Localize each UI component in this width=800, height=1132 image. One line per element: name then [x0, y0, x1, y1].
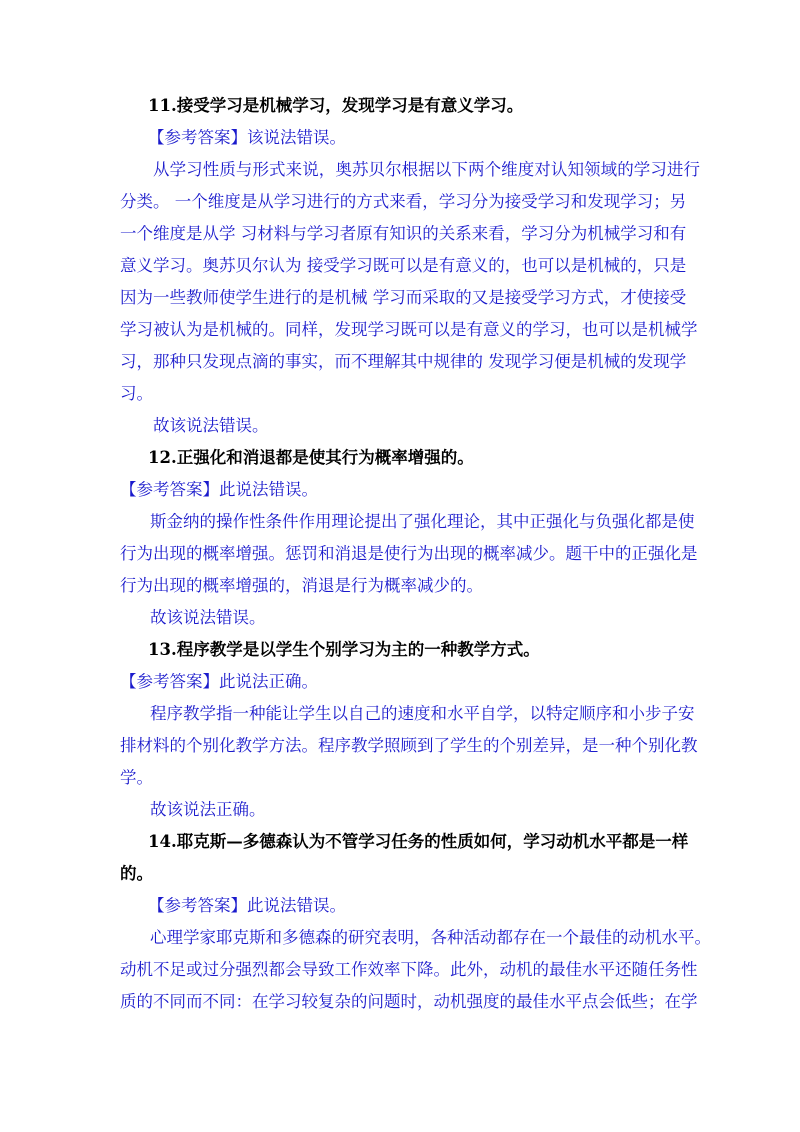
explanation-line: 学。 [120, 768, 153, 787]
explanation-line: 学习被认为是机械的。同样，发现学习既可以是有意义的学习，也可以是机械学 [120, 320, 698, 339]
explanation-line: 斯金纳的操作性条件作用理论提出了强化理论，其中正强化与负强化都是使 [150, 512, 695, 531]
explanation-line: 分类。 一个维度是从学习进行的方式来看，学习分为接受学习和发现学习；另 [120, 192, 687, 211]
explanation-line: 程序教学指一种能让学生以自己的速度和水平自学，以特定顺序和小步子安 [150, 704, 695, 723]
explanation-line: 一个维度是从学 习材料与学习者原有知识的关系来看，学习分为机械学习和有 [120, 224, 687, 243]
question-14-cont: 的。 [120, 864, 153, 883]
question-11: 11.接受学习是机械学习，发现学习是有意义学习。 [148, 96, 524, 115]
conclusion-13: 故该说法正确。 [150, 800, 266, 819]
answer-label-11: 【参考答案】该说法错误。 [148, 128, 346, 147]
explanation-line: 心理学家耶克斯和多德森的研究表明，各种活动都存在一个最佳的动机水平。 [150, 928, 711, 947]
explanation-line: 因为一些教师使学生进行的是机械 学习而采取的又是接受学习方式，才使接受 [120, 288, 687, 307]
conclusion-11: 故该说法错误。 [153, 416, 269, 435]
conclusion-12: 故该说法错误。 [150, 608, 266, 627]
explanation-line: 意义学习。奥苏贝尔认为 接受学习既可以是有意义的，也可以是机械的，只是 [120, 256, 687, 275]
explanation-line: 动机不足或过分强烈都会导致工作效率下降。此外，动机的最佳水平还随任务性 [120, 960, 698, 979]
explanation-line: 从学习性质与形式来说，奥苏贝尔根据以下两个维度对认知领域的学习进行 [153, 160, 700, 179]
question-14: 14.耶克斯—多德森认为不管学习任务的性质如何，学习动机水平都是一样 [148, 832, 689, 851]
answer-label-14: 【参考答案】此说法错误。 [148, 896, 346, 915]
answer-label-13: 【参考答案】此说法正确。 [120, 672, 318, 691]
explanation-line: 排材料的个别化教学方法。程序教学照顾到了学生的个别差异，是一种个别化教 [120, 736, 698, 755]
explanation-line: 行为出现的概率增强的，消退是行为概率减少的。 [120, 576, 483, 595]
answer-label-12: 【参考答案】此说法错误。 [120, 480, 318, 499]
question-12: 12.正强化和消退都是使其行为概率增强的。 [148, 448, 474, 467]
explanation-line: 习，那种只发现点滴的事实，而不理解其中规律的 发现学习便是机械的发现学 [120, 352, 687, 371]
explanation-line: 行为出现的概率增强。惩罚和消退是使行为出现的概率减少。题干中的正强化是 [120, 544, 698, 563]
explanation-line: 习。 [120, 384, 153, 403]
question-13: 13.程序教学是以学生个别学习为主的一种教学方式。 [148, 640, 540, 659]
explanation-line: 质的不同而不同：在学习较复杂的问题时，动机强度的最佳水平点会低些；在学 [120, 992, 698, 1011]
document-body [120, 93, 711, 1021]
